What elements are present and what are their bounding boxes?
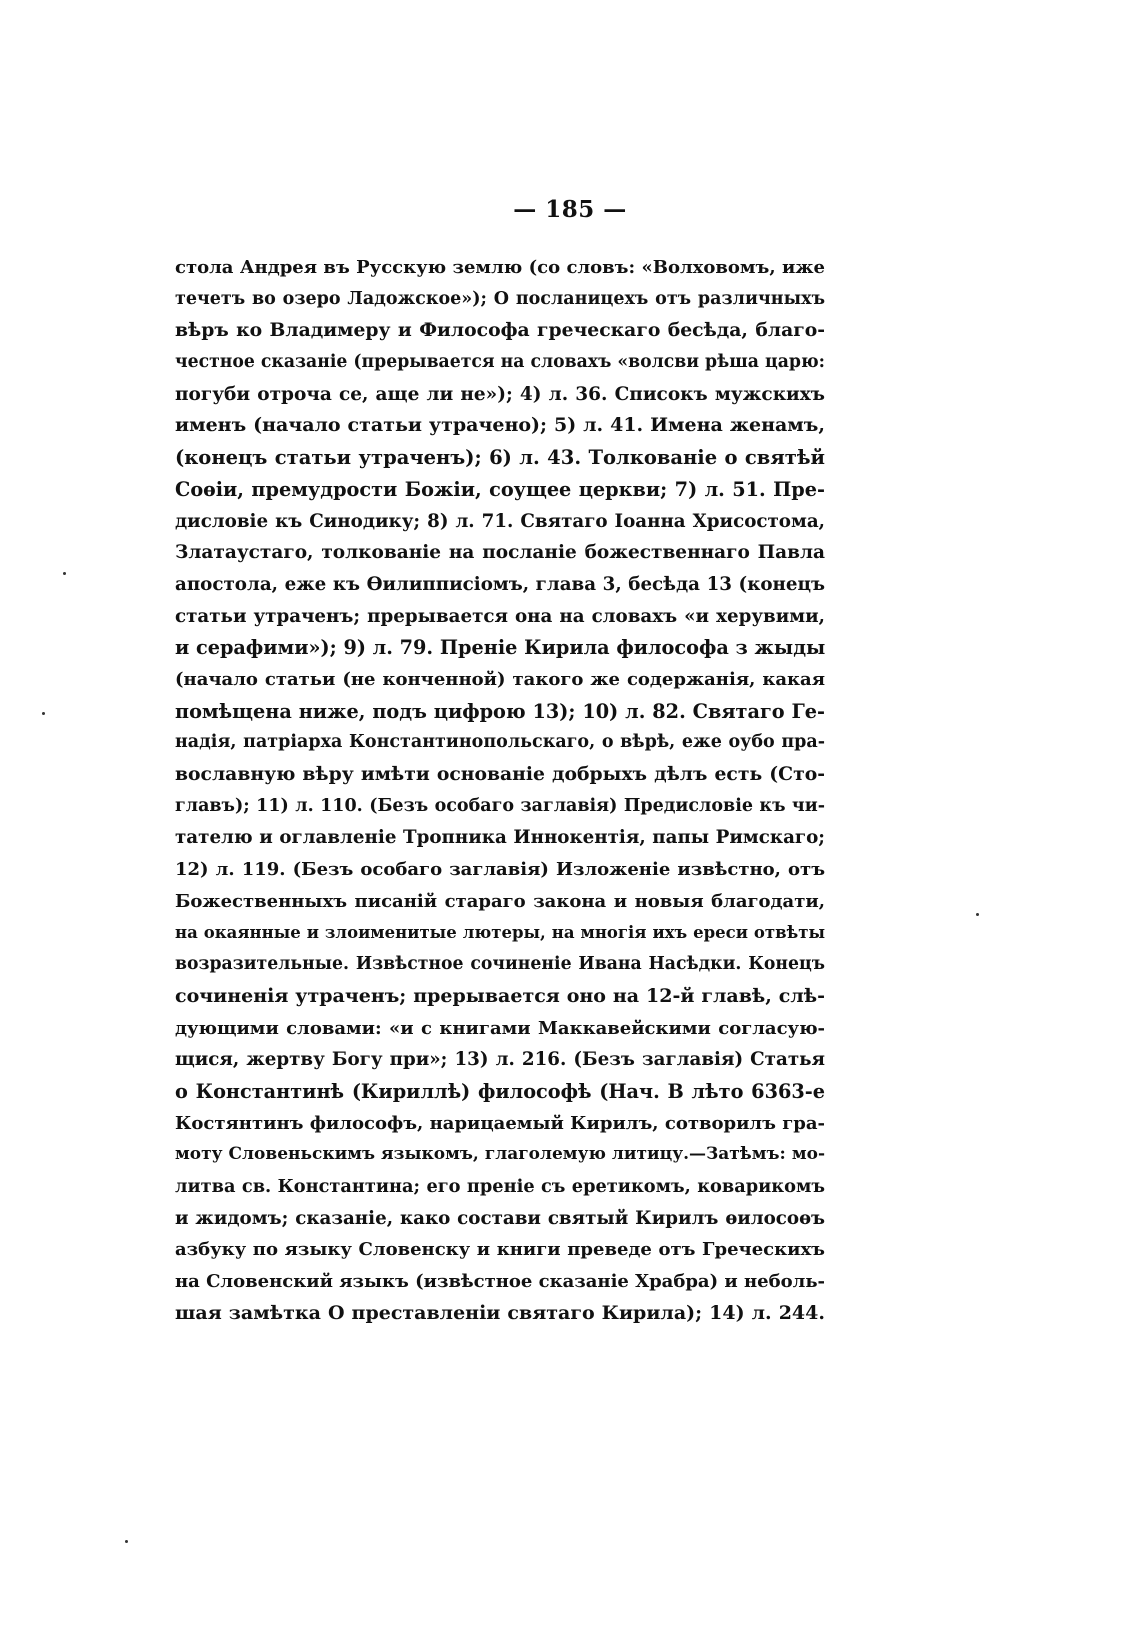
text-line: на Словенский языкъ (извѣстное сказаніе Храбра) и неболь-: [175, 1271, 826, 1292]
text-block: [175, 252, 825, 1329]
text-line: дисловіе къ Синодику; 8) л. 71. Святаго Іоанна Хрисостома,: [175, 510, 825, 532]
text-line: азбуку по языку Словенску и книги преведе отъ Греческихъ: [175, 1239, 825, 1261]
scan-speck: [976, 913, 979, 916]
text-line: Златаустаго, толкованіе на посланіе божественнаго Павла: [175, 542, 825, 564]
text-line: и серафими»); 9) л. 79. Преніе Кирила философа з жыды: [175, 636, 826, 660]
text-line: щися, жертву Богу при»; 13) л. 216. (Безъ заглавія) Статья: [175, 1049, 825, 1071]
text-line: помѣщена ниже, подъ цифрою 13); 10) л. 82. Святаго Ге-: [175, 699, 825, 723]
text-line: вославную вѣру имѣти основаніе добрыхъ дѣлъ есть (Сто-: [175, 763, 825, 785]
text-line: и жидомъ; сказаніе, како состави святый Кирилъ ѳилосоѳъ: [175, 1207, 825, 1229]
text-line: стола Андрея въ Русскую землю (со словъ: «Волховомъ, иже: [175, 257, 825, 278]
scan-speck: [42, 712, 45, 715]
scan-speck: [63, 572, 66, 575]
text-line: Соѳіи, премудрости Божіи, соущее церкви; 7) л. 51. Пре-: [175, 477, 825, 501]
text-line: литва св. Константина; его преніе съ еретикомъ, коварикомъ: [175, 1175, 825, 1197]
text-line: апостола, еже къ Ѳилипписіомъ, глава 3, бесѣда 13 (конецъ: [175, 573, 825, 595]
text-line: Божественныхъ писаній стараго закона и новыя благодати,: [175, 890, 825, 912]
text-line: Костянтинъ философъ, нарицаемый Кирилъ, сотворилъ гра-: [175, 1112, 825, 1134]
text-line: именъ (начало статьи утрачено); 5) л. 41. Имена женамъ,: [175, 414, 825, 437]
text-line: течетъ во озеро Ладожское»); О посланицехъ отъ различныхъ: [175, 288, 825, 309]
text-line: моту Словеньскимъ языкомъ, глаголемую литицу.—Затѣмъ: мо-: [175, 1144, 825, 1165]
text-line: на окаянные и злоименитые лютеры, на многія ихъ ереси отвѣты: [175, 923, 825, 943]
text-line: (конецъ статьи утраченъ); 6) л. 43. Толкованіе о святѣй: [175, 446, 825, 470]
text-line: сочиненія утраченъ; прерывается оно на 12-й главѣ, слѣ-: [175, 984, 825, 1007]
text-line: честное сказаніе (прерывается на словахъ «волсви рѣша царю:: [175, 352, 825, 373]
scan-speck: [125, 1540, 128, 1543]
text-line: о Константинѣ (Кириллѣ) философѣ (Нач. В лѣто 6363-е: [175, 1079, 825, 1103]
text-line: шая замѣтка О преставленіи святаго Кирила); 14) л. 244.: [175, 1301, 825, 1324]
page-number: — 185 —: [513, 196, 627, 223]
text-line: погуби отроча се, аще ли не»); 4) л. 36. Списокъ мужскихъ: [175, 383, 825, 405]
text-line: статьи утраченъ; прерывается она на словахъ «и херувими,: [175, 605, 825, 627]
text-line: (начало статьи (не конченной) такого же содержанія, какая: [175, 668, 825, 690]
text-line: тателю и оглавленіе Тропника Иннокентія, папы Римскаго;: [175, 827, 825, 849]
text-line: возразительные. Извѣстное сочиненіе Ивана Насѣдки. Конецъ: [175, 954, 825, 975]
text-line: вѣръ ко Владимеру и Философа греческаго бесѣда, благо-: [175, 319, 825, 342]
text-line: надія, патріарха Константинопольскаго, о вѣрѣ, еже оубо пра-: [175, 732, 825, 753]
text-line: 12) л. 119. (Безъ особаго заглавія) Изложеніе извѣстно, отъ: [175, 859, 825, 881]
text-line: главъ); 11) л. 110. (Безъ особаго заглавія) Предисловіе къ чи-: [175, 795, 825, 816]
text-line: дующими словами: «и с книгами Маккавейскими согласую-: [175, 1017, 825, 1039]
